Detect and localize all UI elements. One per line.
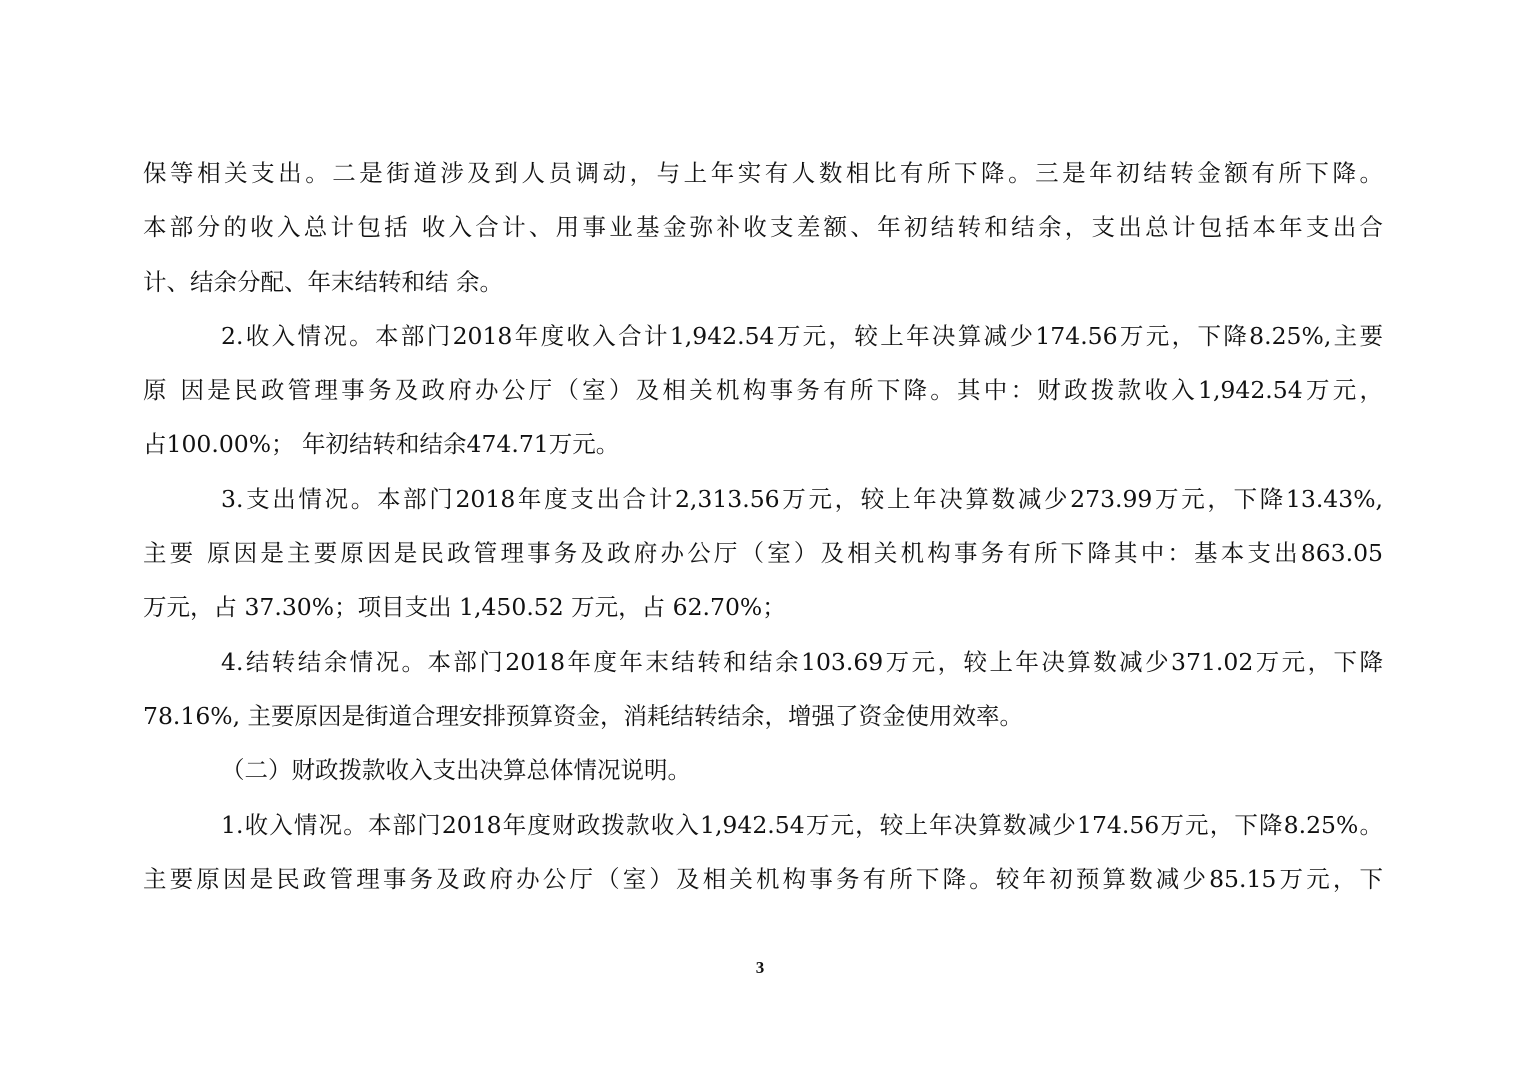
text-line: 计、结余分配、年末结转和结 余。 [143,267,503,296]
text-line: 占100.00%； 年初结转和结余474.71万元。 [143,430,620,459]
paragraph-carryover-line: 4.结转结余情况。本部门2018年度年末结转和结余103.69万元，较上年决算数减少371.02万元，下降 [221,647,1383,676]
paragraph-income-line: 2.收入情况。本部门2018年度收入合计1,942.54万元，较上年决算减少174.56万元，下降8.25%,主要 [221,321,1383,350]
section-heading: （二）财政拨款收入支出决算总体情况说明。 [221,756,691,785]
paragraph-fiscal-income-line: 1.收入情况。本部门2018年度财政拨款收入1,942.54万元，较上年决算数减少174.56万元，下降8.25%。 [221,810,1383,839]
text-line: 主要原因是民政管理事务及政府办公厅（室）及相关机构事务有所下降。较年初预算数减少85.15万元，下 [143,864,1383,893]
text-line: 保等相关支出。二是街道涉及到人员调动，与上年实有人数相比有所下降。三是年初结转金额有所下降。 [143,159,1383,187]
page-number: 3 [755,958,765,977]
text-line: 万元，占 37.30%；项目支出 1,450.52 万元，占 62.70%； [143,593,786,622]
paragraph-expenditure-line: 3.支出情况。本部门2018年度支出合计2,313.56万元，较上年决算数减少273.99万元，下降13.43%, [221,484,1383,513]
text-line: 原 因是民政管理事务及政府办公厅（室）及相关机构事务有所下降。其中：财政拨款收入1,942.54万元， [143,376,1383,405]
body-text [143,146,1383,906]
text-line: 本部分的收入总计包括 收入合计、用事业基金弥补收支差额、年初结转和结余，支出总计包括本年支出合 [143,213,1383,242]
text-line: 78.16%, 主要原因是街道合理安排预算资金，消耗结转结余，增强了资金使用效率。 [143,701,1024,730]
text-line: 主要 原因是主要原因是民政管理事务及政府办公厅（室）及相关机构事务有所下降其中：基本支出863.05 [143,539,1383,568]
